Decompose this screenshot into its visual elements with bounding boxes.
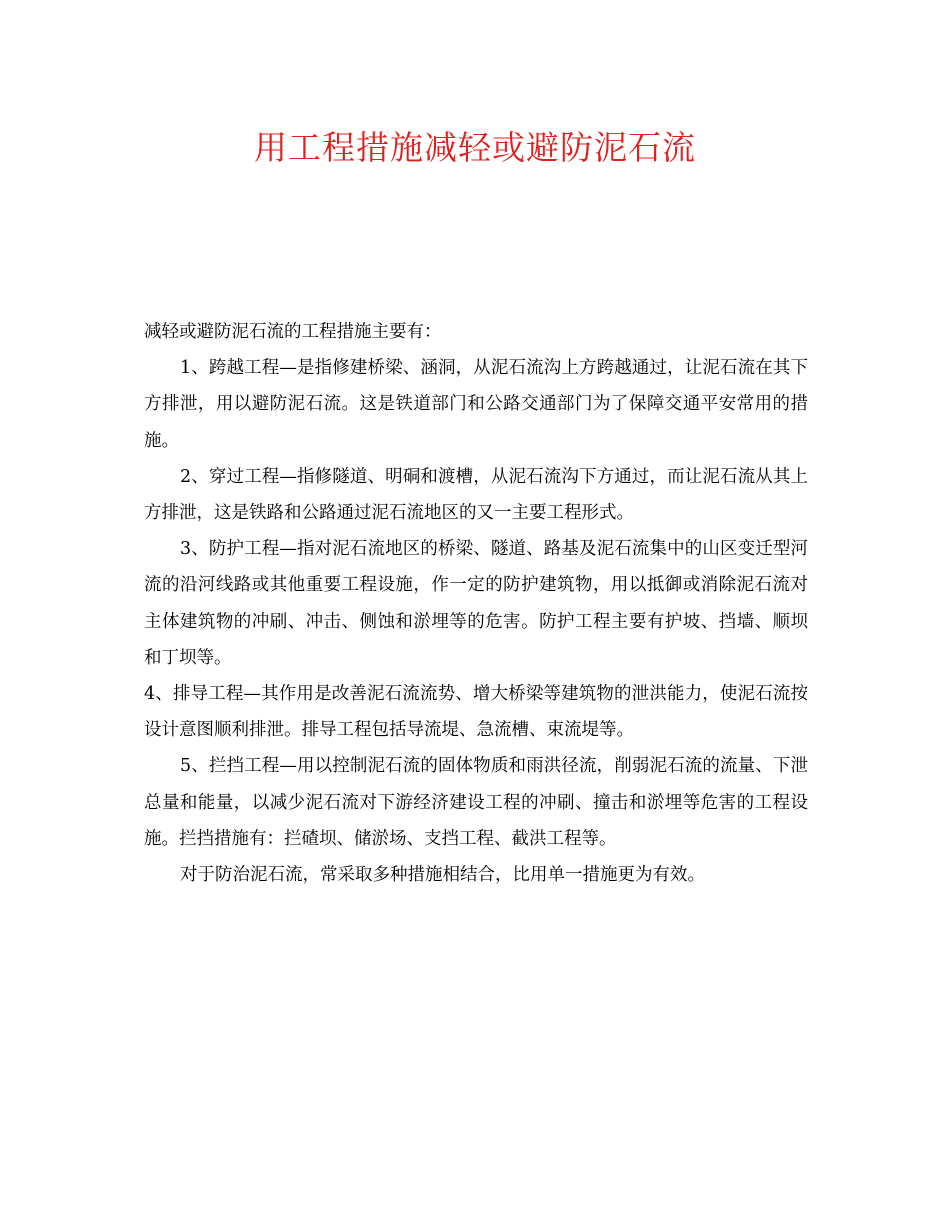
paragraph-drainage-works: 4、排导工程—其作用是改善泥石流流势、增大桥梁等建筑物的泄洪能力，使泥石流按设计意图顺利排泄。排导工程包括导流堤、急流槽、束流堤等。 xyxy=(144,684,808,741)
paragraph-conclusion: 对于防治泥石流，常采取多种措施相结合，比用单一措施更为有效。 xyxy=(180,865,705,886)
document-title: 用工程措施减轻或避防泥石流 xyxy=(254,128,696,167)
document-body xyxy=(144,314,808,893)
paragraph-passing-works: 2、穿过工程—指修隧道、明硐和渡槽，从泥石流沟下方通过，而让泥石流从其上方排泄，这是铁路和公路通过泥石流地区的又一主要工程形式。 xyxy=(144,466,808,524)
paragraph-crossing-works: 1、跨越工程—是指修建桥梁、涵洞，从泥石流沟上方跨越通过，让泥石流在其下方排泄，用以避防泥石流。这是铁道部门和公路交通部门为了保障交通平安常用的措施。 xyxy=(144,358,808,451)
paragraph-protection-works: 3、防护工程—指对泥石流地区的桥梁、隧道、路基及泥石流集中的山区变迁型河流的沿河线路或其他重要工程设施，作一定的防护建筑物，用以抵御或消除泥石流对主体建筑物的冲刷、冲击、侧蚀和淤埋等的危害。防护工程主要有护坡、挡墙、顺坝和丁坝等。 xyxy=(144,539,808,668)
intro-paragraph: 减轻或避防泥石流的工程措施主要有： xyxy=(144,322,442,342)
paragraph-retaining-works: 5、拦挡工程—用以控制泥石流的固体物质和雨洪径流，削弱泥石流的流量、下泄总量和能量，以减少泥石流对下游经济建设工程的冲刷、撞击和淤埋等危害的工程设施。拦挡措施有：拦碴坝、储淤场、支挡工程、截洪工程等。 xyxy=(144,756,808,849)
